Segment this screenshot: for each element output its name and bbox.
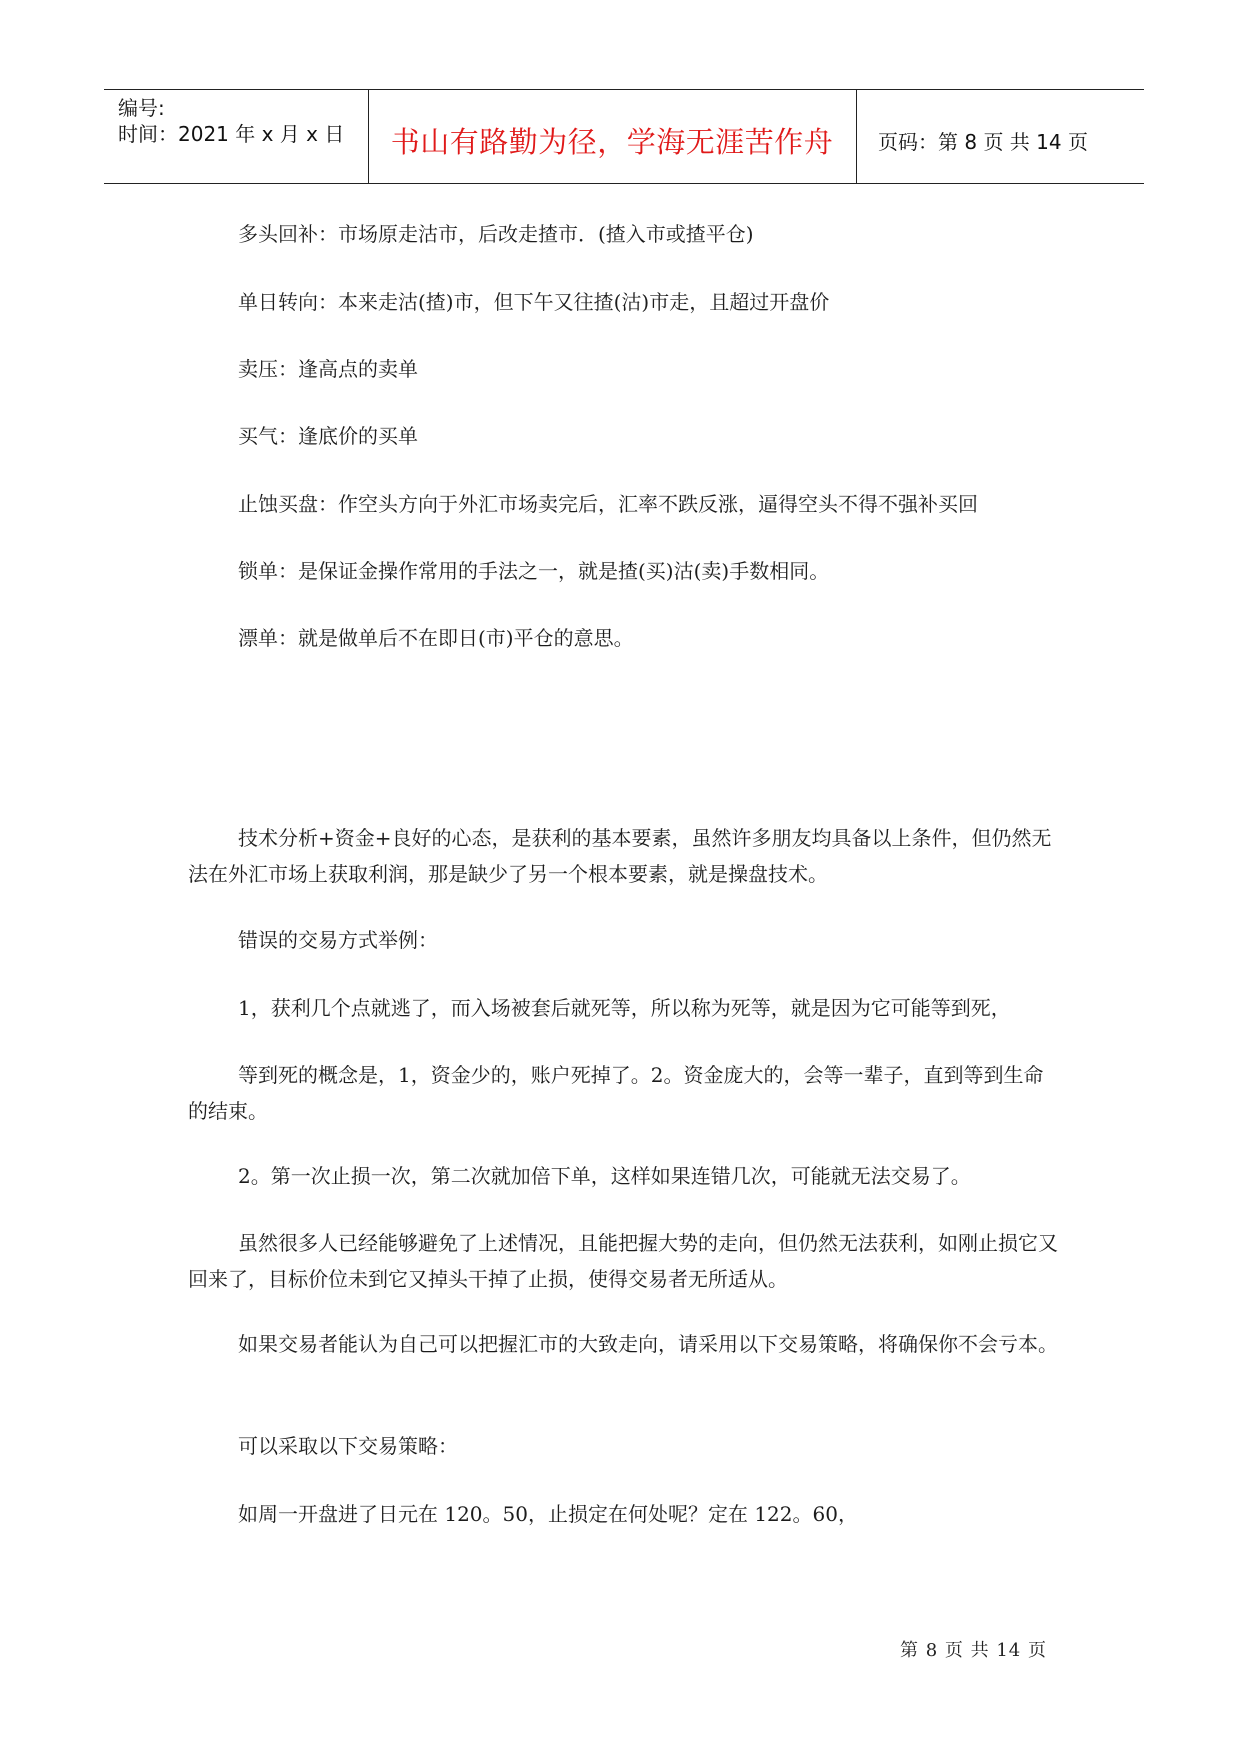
body-paragraph: 技术分析+资金+良好的心态，是获利的基本要素，虽然许多朋友均具备以上条件，但仍然无法在外汇市场上获取利润，那是缺少了另一个根本要素，就是操盘技术。: [188, 826, 1052, 886]
body-paragraph: 如果交易者能认为自己可以把握汇市的大致走向，请采用以下交易策略，将确保你不会亏本。: [238, 1332, 1058, 1356]
term-definition: 多头回补：市场原走沽市，后改走揸市．(揸入市或揸平仓): [238, 222, 754, 246]
term-definition: 单日转向：本来走沽(揸)市，但下午又往揸(沽)市走，且超过开盘价: [238, 290, 830, 314]
term-definition: 买气：逢底价的买单: [238, 424, 418, 448]
body-paragraph: 如周一开盘进了日元在 120。50，止损定在何处呢？定在 122。60，: [238, 1502, 858, 1526]
body-paragraph: 1，获利几个点就逃了，而入场被套后就死等，所以称为死等，就是因为它可能等到死，: [238, 996, 1011, 1020]
page-footer: 第 8 页 共 14 页: [900, 1640, 1047, 1661]
term-definition: 漂单：就是做单后不在即日(市)平仓的意思。: [238, 626, 634, 650]
header-page-cell: [856, 90, 1144, 183]
document-number-label: 编号:: [118, 96, 165, 120]
page-header: [104, 89, 1144, 184]
header-motto: 书山有路勤为径，学海无涯苦作舟: [390, 125, 834, 159]
header-motto-cell: [368, 90, 857, 183]
body-paragraph: 虽然很多人已经能够避免了上述情况，且能把握大势的走向，但仍然无法获利，如刚止损它又回来了，目标价位未到它又掉头干掉了止损，使得交易者无所适从。: [188, 1231, 1058, 1291]
term-definition: 止蚀买盘：作空头方向于外汇市场卖完后，汇率不跌反涨，逼得空头不得不强补买回: [238, 492, 978, 516]
term-definition: 卖压：逢高点的卖单: [238, 357, 418, 381]
term-definition: 锁单：是保证金操作常用的手法之一，就是揸(买)沽(卖)手数相同。: [238, 559, 830, 583]
body-paragraph: 可以采取以下交易策略：: [238, 1434, 458, 1458]
body-paragraph: 2。第一次止损一次，第二次就加倍下单，这样如果连错几次，可能就无法交易了。: [238, 1164, 971, 1188]
body-paragraph: 等到死的概念是，1，资金少的，账户死掉了。2。资金庞大的，会等一辈子，直到等到生命的结束。: [188, 1063, 1044, 1123]
document-time-label: 时间：2021 年 x 月 x 日: [118, 122, 345, 146]
body-paragraph: 错误的交易方式举例：: [238, 928, 438, 952]
header-page-code: 页码：第 8 页 共 14 页: [878, 130, 1088, 154]
header-meta-cell: [104, 90, 369, 183]
